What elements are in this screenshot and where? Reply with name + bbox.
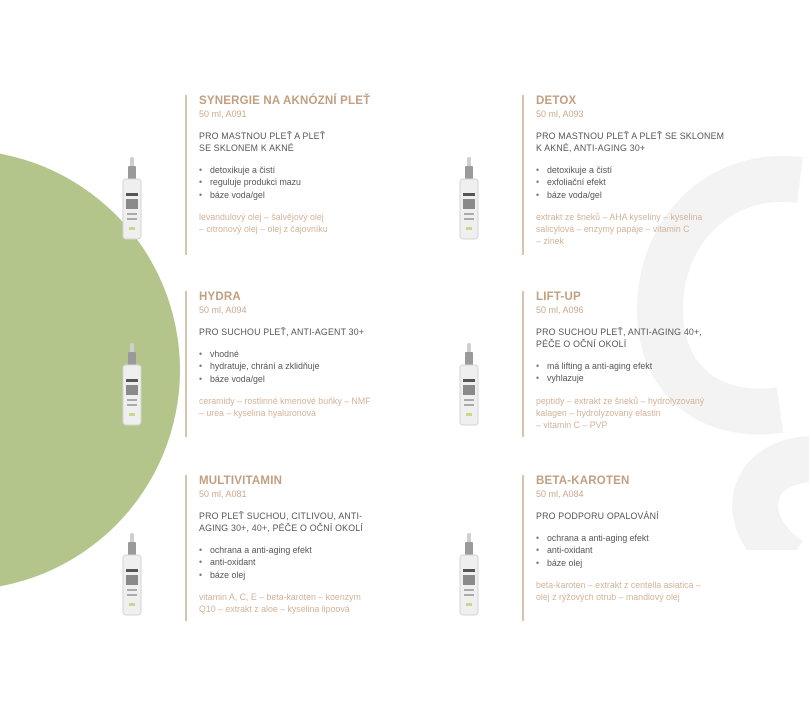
skin-type-line: AGING 30+, 40+, PÉČE O OČNÍ OKOLÍ bbox=[199, 523, 364, 533]
ingredient-line: kalagen – hydrolyzovaný elastin bbox=[536, 407, 661, 418]
ingredient-line: levandulový olej – šalvějový olej bbox=[199, 211, 324, 222]
skin-type-line: PRO MASTNOU PLEŤ A PLEŤ bbox=[199, 131, 326, 141]
product-code: 50 ml, A084 bbox=[536, 489, 584, 499]
ingredient-line: vitamin A, C, E – beta-karoten – koenzym bbox=[199, 591, 361, 602]
feature-item: • báze voda/gel bbox=[199, 189, 489, 201]
product-name: DETOX bbox=[536, 95, 577, 107]
skin-type-line: PRO SUCHOU PLEŤ, ANTI-AGENT 30+ bbox=[199, 327, 365, 337]
skin-type-line: PRO SUCHOU PLEŤ, ANTI-AGING 40+, bbox=[536, 327, 703, 337]
feature-item: • ochrana a anti-aging efekt bbox=[199, 544, 489, 556]
ingredient-line: olej z rýžových otrub – mandlový olej bbox=[536, 592, 680, 603]
ingredient-line: – vitamin C – PVP bbox=[536, 420, 608, 431]
feature-item: • detoxikuje a čistí bbox=[536, 164, 809, 176]
serum-bottle-icon bbox=[458, 157, 480, 241]
ingredients bbox=[536, 211, 809, 248]
ingredient-line: Q10 – extrakt z aloe – kyselina lipoová bbox=[199, 604, 350, 615]
ingredient-line: – urea – kyselina hyaluronová bbox=[199, 408, 316, 419]
feature-list bbox=[199, 544, 489, 581]
skin-type bbox=[199, 510, 489, 534]
product-info bbox=[185, 95, 489, 255]
feature-item: • anti-oxidant bbox=[536, 544, 809, 556]
product-card bbox=[185, 475, 505, 621]
feature-item: • báze voda/gel bbox=[536, 189, 809, 201]
ingredients bbox=[536, 579, 809, 604]
product-info bbox=[185, 475, 489, 621]
product-code: 50 ml, A081 bbox=[199, 489, 247, 499]
skin-type-line: PRO PLEŤ SUCHOU, CITLIVOU, ANTI- bbox=[199, 511, 363, 521]
skin-type-line: K AKNÉ, ANTI-AGING 30+ bbox=[536, 143, 646, 153]
product-info bbox=[522, 291, 809, 437]
serum-bottle-icon bbox=[458, 533, 480, 617]
feature-item: • reguluje produkci mazu bbox=[199, 176, 489, 188]
product-name: BETA-KAROTEN bbox=[536, 475, 630, 487]
product-name: LIFT-UP bbox=[536, 291, 581, 303]
product-code: 50 ml, A093 bbox=[536, 109, 584, 119]
product-info bbox=[185, 291, 489, 437]
feature-item: • hydratuje, chrání a zklidňuje bbox=[199, 360, 489, 372]
skin-type-line: SE SKLONEM K AKNÉ bbox=[199, 143, 294, 153]
serum-bottle-icon bbox=[121, 533, 143, 617]
feature-item: • anti-oxidant bbox=[199, 556, 489, 568]
product-card bbox=[185, 95, 505, 255]
product-info bbox=[522, 475, 809, 621]
product-card bbox=[522, 475, 809, 621]
skin-type bbox=[536, 130, 809, 154]
product-card bbox=[522, 291, 809, 437]
ingredient-line: extrakt ze šneků – AHA kyseliny – kyselina bbox=[536, 211, 703, 222]
green-circle-decoration bbox=[0, 150, 180, 590]
skin-type bbox=[536, 326, 809, 350]
ingredients bbox=[199, 211, 489, 236]
product-name: SYNERGIE NA AKNÓZNÍ PLEŤ bbox=[199, 95, 371, 107]
product-code: 50 ml, A091 bbox=[199, 109, 247, 119]
serum-bottle-icon bbox=[121, 157, 143, 241]
feature-item: • báze olej bbox=[536, 557, 809, 569]
feature-list bbox=[199, 348, 489, 385]
feature-item: • báze voda/gel bbox=[199, 373, 489, 385]
ingredient-line: – zinek bbox=[536, 236, 564, 247]
product-card bbox=[185, 291, 505, 437]
serum-bottle-icon bbox=[121, 343, 143, 427]
serum-bottle-icon bbox=[458, 343, 480, 427]
product-name: HYDRA bbox=[199, 291, 241, 303]
product-code: 50 ml, A096 bbox=[536, 305, 584, 315]
skin-type-line: PRO PODPORU OPALOVÁNÍ bbox=[536, 511, 659, 521]
skin-type bbox=[536, 510, 809, 522]
skin-type-line: PÉČE O OČNÍ OKOLÍ bbox=[536, 339, 627, 349]
ingredient-line: beta-karoten – extrakt z centella asiatica – bbox=[536, 579, 701, 590]
skin-type bbox=[199, 326, 489, 338]
feature-list bbox=[536, 532, 809, 569]
feature-item: • vyhlazuje bbox=[536, 372, 809, 384]
ingredients bbox=[536, 395, 809, 432]
product-card bbox=[522, 95, 809, 255]
ingredients bbox=[199, 395, 489, 420]
product-name: MULTIVITAMIN bbox=[199, 475, 283, 487]
feature-item: • ochrana a anti-aging efekt bbox=[536, 532, 809, 544]
skin-type-line: PRO MASTNOU PLEŤ A PLEŤ SE SKLONEM bbox=[536, 131, 725, 141]
feature-list bbox=[536, 164, 809, 201]
feature-item: • exfoliační efekt bbox=[536, 176, 809, 188]
ingredients bbox=[199, 591, 489, 616]
ingredient-line: salicylová – enzymy papáje – vitamin C bbox=[536, 224, 690, 235]
ingredient-line: peptidy – extrakt ze šneků – hydrolyzovaný bbox=[536, 395, 705, 406]
product-code: 50 ml, A094 bbox=[199, 305, 247, 315]
product-info bbox=[522, 95, 809, 255]
feature-item: • vhodné bbox=[199, 348, 489, 360]
ingredient-line: – citronový olej – olej z čajovníku bbox=[199, 224, 328, 235]
feature-item: • báze olej bbox=[199, 569, 489, 581]
feature-item: • detoxikuje a čistí bbox=[199, 164, 489, 176]
ingredient-line: ceramidy – rostlinné kmenové buňky – NMF bbox=[199, 395, 371, 406]
feature-item: • má lifting a anti-aging efekt bbox=[536, 360, 809, 372]
skin-type bbox=[199, 130, 489, 154]
feature-list bbox=[199, 164, 489, 201]
feature-list bbox=[536, 360, 809, 385]
